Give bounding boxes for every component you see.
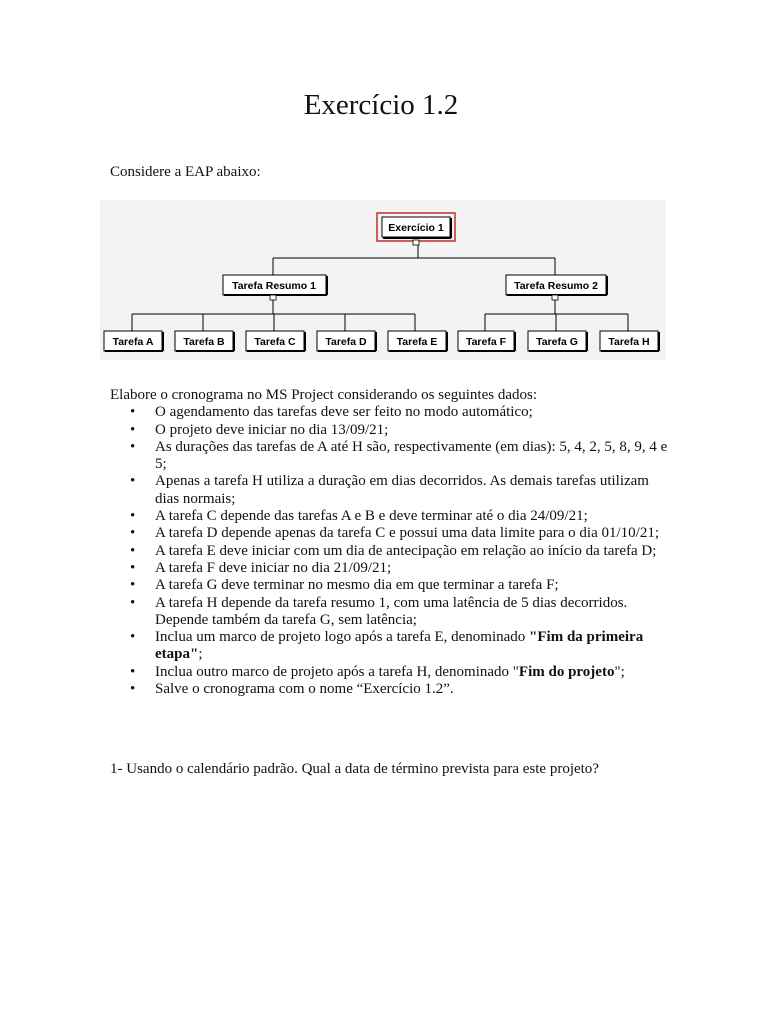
bullet-icon: •	[130, 438, 136, 455]
collapse-icon	[552, 295, 558, 300]
bullet-icon: •	[130, 577, 136, 594]
wbs-task-label: Tarefa G	[536, 336, 578, 348]
bullet-icon: •	[130, 525, 136, 542]
list-item: • A tarefa H depende da tarefa resumo 1, com uma latência de 5 dias decorridos. Depende também da tarefa G, sem latência;	[130, 594, 628, 628]
bullet-icon: •	[130, 404, 136, 421]
wbs-summary-label: Tarefa Resumo 1	[232, 280, 316, 292]
wbs-root-node	[377, 213, 455, 245]
bullet-icon: •	[130, 629, 136, 646]
list-item: • Salve o cronograma com o nome “Exercício 1.2”.	[130, 681, 454, 698]
wbs-summary-node	[506, 275, 607, 300]
wbs-task-node	[104, 331, 163, 351]
bullet-icon: •	[130, 542, 136, 559]
list-item: • Apenas a tarefa H utiliza a duração em dias decorridos. As demais tarefas utilizam dias normais;	[130, 473, 649, 507]
wbs-task-node	[458, 331, 515, 351]
collapse-icon	[270, 295, 276, 300]
wbs-task-node	[246, 331, 305, 351]
bullet-icon: •	[130, 681, 136, 698]
wbs-task-node	[317, 331, 376, 351]
instructions	[110, 387, 670, 698]
list-item: • O projeto deve iniciar no dia 13/09/21;	[130, 421, 389, 438]
wbs-task-label: Tarefa A	[112, 336, 154, 348]
list-item: • Inclua outro marco de projeto após a tarefa H, denominado "Fim do projeto";	[130, 663, 625, 680]
list-item: • As durações das tarefas de A até H são, respectivamente (em dias): 5, 4, 2, 5, 8, 9, 4 e 5;	[130, 438, 668, 473]
page-title: Exercício 1.2	[303, 89, 459, 121]
wbs-task-label: Tarefa H	[608, 336, 650, 348]
wbs-task-label: Tarefa C	[254, 336, 296, 348]
list-item: • A tarefa F deve iniciar no dia 21/09/21;	[130, 559, 392, 576]
list-item: • A tarefa G deve terminar no mesmo dia em que terminar a tarefa F;	[130, 577, 559, 594]
collapse-icon	[413, 240, 419, 245]
wbs-svg	[100, 200, 666, 360]
wbs-task-node	[600, 331, 659, 351]
bullet-icon: •	[130, 559, 136, 576]
wbs-task-node	[388, 331, 447, 351]
wbs-task-node	[528, 331, 587, 351]
wbs-task-label: Tarefa B	[183, 336, 225, 348]
list-item: • A tarefa D depende apenas da tarefa C e possui uma data limite para o dia 01/10/21;	[130, 525, 659, 542]
instructions-lead: Elabore o cronograma no MS Project considerando os seguintes dados:	[110, 387, 537, 403]
bullet-icon: •	[130, 473, 136, 490]
bullet-icon: •	[130, 508, 136, 525]
wbs-root-label: Exercício 1	[388, 222, 444, 234]
list-item: • A tarefa E deve iniciar com um dia de antecipação em relação ao início da tarefa D;	[130, 542, 657, 559]
wbs-task-label: Tarefa D	[325, 336, 367, 348]
list-item: • Inclua um marco de projeto logo após a tarefa E, denominado "Fim da primeira etapa";	[130, 629, 644, 663]
wbs-task-label: Tarefa E	[396, 336, 438, 348]
instructions-list	[110, 404, 670, 698]
bullet-icon: •	[130, 421, 136, 438]
wbs-summary-label: Tarefa Resumo 2	[514, 280, 598, 292]
question-text: 1- Usando o calendário padrão. Qual a data de término prevista para este projeto?	[110, 761, 599, 777]
bullet-icon: •	[130, 663, 136, 680]
wbs-diagram	[100, 200, 666, 360]
wbs-summary-node	[223, 275, 327, 300]
wbs-task-node	[175, 331, 234, 351]
intro-text: Considere a EAP abaixo:	[110, 164, 261, 180]
list-item: • O agendamento das tarefas deve ser feito no modo automático;	[130, 404, 533, 421]
list-item: • A tarefa C depende das tarefas A e B e deve terminar até o dia 24/09/21;	[130, 508, 588, 525]
wbs-task-label: Tarefa F	[465, 336, 507, 348]
bullet-icon: •	[130, 594, 136, 611]
